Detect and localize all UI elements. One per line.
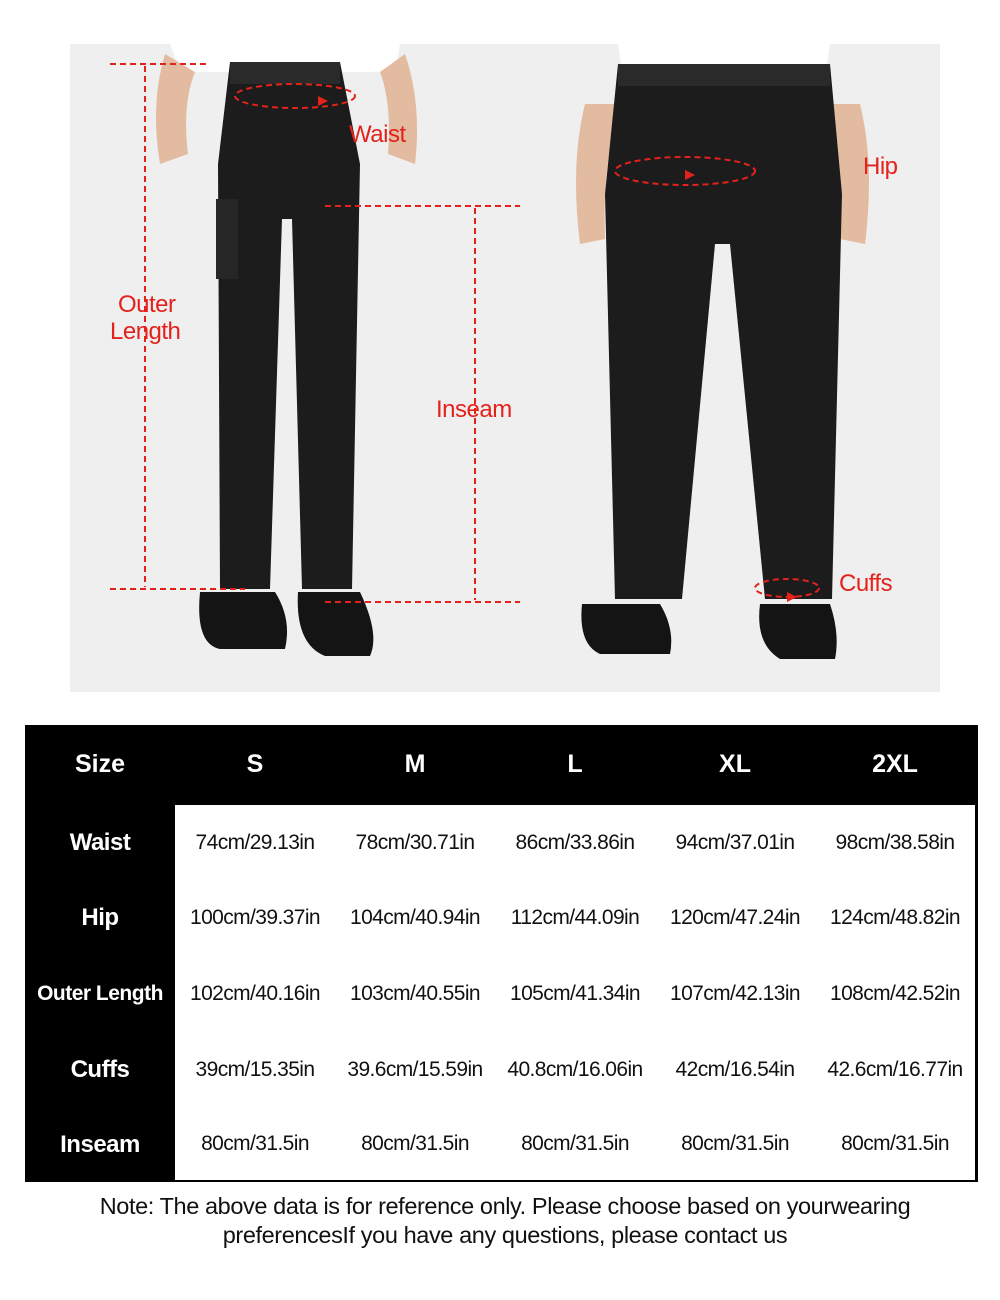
table-cell: 100cm/39.37in	[190, 906, 320, 929]
table-cell: 39cm/15.35in	[195, 1058, 315, 1081]
front-waistband	[230, 62, 340, 84]
table-body	[175, 805, 975, 1180]
reference-note	[40, 1192, 970, 1250]
table-cell: 98cm/38.58in	[835, 831, 955, 854]
table-cell: 80cm/31.5in	[681, 1132, 789, 1155]
size-header-2xl: 2XL	[872, 750, 918, 778]
table-header-row	[25, 725, 978, 803]
table-cell: 39.6cm/15.59in	[347, 1058, 483, 1081]
size-header-m: M	[404, 750, 426, 778]
back-right-shoe	[759, 604, 837, 659]
product-photo-panel	[70, 44, 940, 692]
note-line-1: Note: The above data is for reference only. Please choose based on yourwearing	[99, 1193, 911, 1219]
back-view-figure	[576, 44, 869, 659]
table-cell: 86cm/33.86in	[515, 831, 635, 854]
note-line-2: preferencesIf you have any questions, please contact us	[222, 1222, 788, 1248]
table-cell: 103cm/40.55in	[350, 982, 480, 1005]
table-cell: 74cm/29.13in	[195, 831, 315, 854]
table-cell: 124cm/48.82in	[830, 906, 960, 929]
table-cell: 80cm/31.5in	[361, 1132, 469, 1155]
table-cell: 42.6cm/16.77in	[827, 1058, 963, 1081]
front-cargo-pocket	[216, 199, 238, 279]
table-cell: 112cm/44.09in	[510, 906, 640, 929]
back-waistband	[618, 64, 830, 86]
back-pants	[605, 64, 842, 599]
table-cell: 80cm/31.5in	[201, 1132, 309, 1155]
back-left-shoe	[581, 604, 671, 654]
inseam-label: Inseam	[436, 396, 512, 423]
table-cell: 104cm/40.94in	[350, 906, 480, 929]
size-corner-label: Size	[74, 750, 126, 778]
row-label-outer-length: Outer Length	[37, 982, 163, 1005]
row-label-inseam: Inseam	[60, 1131, 140, 1158]
pants-illustration	[70, 44, 940, 692]
table-cell: 105cm/41.34in	[510, 982, 640, 1005]
front-left-shoe	[199, 592, 287, 649]
hip-label: Hip	[863, 153, 898, 180]
table-cell: 80cm/31.5in	[841, 1132, 949, 1155]
front-pants	[218, 62, 360, 589]
waist-label: Waist	[349, 121, 406, 148]
table-cell: 80cm/31.5in	[521, 1132, 629, 1155]
row-label-cuffs: Cuffs	[70, 1056, 130, 1083]
outer-length-label-line1: Outer	[118, 291, 176, 318]
size-header-s: S	[246, 750, 264, 778]
table-cell: 102cm/40.16in	[190, 982, 320, 1005]
cuffs-label: Cuffs	[839, 570, 893, 597]
size-header-xl: XL	[719, 750, 751, 778]
table-cell: 120cm/47.24in	[670, 906, 800, 929]
size-header-l: L	[567, 750, 583, 778]
size-chart-table	[25, 725, 978, 1182]
row-label-waist: Waist	[69, 829, 131, 856]
table-cell: 42cm/16.54in	[675, 1058, 795, 1081]
table-cell: 94cm/37.01in	[675, 831, 795, 854]
table-cell: 107cm/42.13in	[670, 982, 800, 1005]
table-cell: 78cm/30.71in	[355, 831, 475, 854]
outer-length-label-line2: Length	[110, 318, 181, 345]
front-left-arm	[156, 54, 195, 164]
table-cell: 40.8cm/16.06in	[507, 1058, 643, 1081]
row-label-hip: Hip	[81, 904, 119, 931]
table-cell: 108cm/42.52in	[830, 982, 960, 1005]
